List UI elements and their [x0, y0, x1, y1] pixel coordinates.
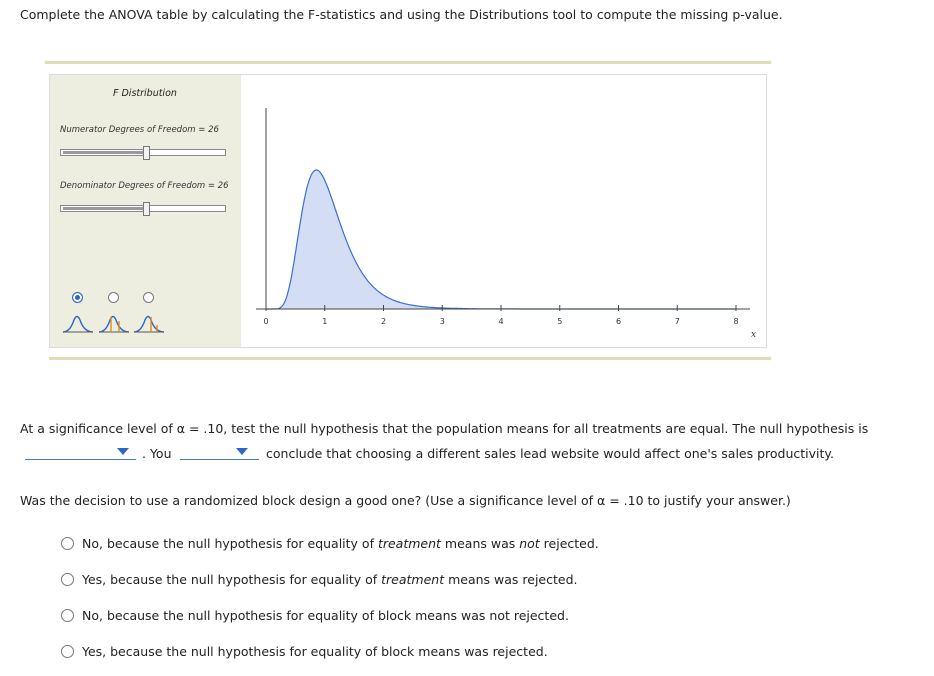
chevron-down-icon [236, 448, 248, 455]
option-text-segment: means was [440, 536, 520, 551]
x-tick-label: 2 [380, 317, 387, 326]
top-divider [45, 61, 771, 64]
null-hypothesis-dropdown[interactable] [25, 445, 136, 460]
answer-radio[interactable] [61, 645, 74, 658]
emphasis-text: treatment [381, 572, 445, 587]
answer-radio[interactable] [61, 573, 74, 586]
x-tick-label: 5 [557, 317, 563, 326]
question1-line2: conclude that choosing a different sales lead website would affect one's sales productivity. [266, 446, 835, 461]
option-text-segment: Yes, because the null hypothesis for equality of [82, 572, 382, 587]
right-tail-radio[interactable] [143, 292, 154, 303]
denominator-df-slider-thumb[interactable] [143, 202, 150, 216]
denominator-df-slider-fill [63, 207, 147, 210]
option-text-segment: No, because the null hypothesis for equality of [82, 536, 378, 551]
answer-text [82, 536, 599, 551]
two-tail-radio[interactable] [108, 292, 119, 303]
x-tick-label: 1 [322, 317, 328, 326]
option-text-segment: means was rejected. [444, 572, 578, 587]
x-tick-label: 0 [263, 317, 269, 326]
tool-title: F Distribution [113, 88, 177, 99]
numerator-df-slider-thumb[interactable] [143, 146, 150, 160]
you-text: . You [142, 446, 172, 461]
instruction-text: Complete the ANOVA table by calculating the F-statistics and using the Distributions tool to compute the missing p-value. [20, 7, 783, 22]
x-tick-label: 7 [674, 317, 680, 326]
x-tick-label: 6 [615, 317, 622, 326]
numerator-df-slider-fill [63, 151, 147, 154]
bottom-divider [49, 357, 771, 360]
question2-prompt: Was the decision to use a randomized block design a good one? (Use a significance level of α = .10 to justify your answer.) [20, 493, 791, 508]
answer-text [82, 644, 548, 659]
denominator-df-label: Denominator Degrees of Freedom = 26 [60, 181, 229, 191]
answer-text [82, 608, 569, 623]
option-text-segment: No, because the null hypothesis for equality of block means was not rejected. [82, 608, 569, 623]
conclusion-dropdown[interactable] [180, 445, 259, 460]
answer-radio[interactable] [61, 609, 74, 622]
x-axis-label: x [751, 330, 757, 340]
left-tail-radio[interactable] [72, 292, 83, 303]
control-panel [50, 75, 241, 347]
x-tick-label: 4 [498, 317, 504, 326]
density-area [266, 170, 737, 309]
x-tick-label: 3 [439, 317, 445, 326]
two-tail-icon[interactable] [98, 311, 130, 335]
answer-radio[interactable] [61, 537, 74, 550]
f-distribution-plot [241, 75, 765, 347]
emphasis-text: treatment [377, 536, 441, 551]
question1-line1: At a significance level of α = .10, test the null hypothesis that the population means for all treatments are equal. The null hypothesis is [20, 421, 869, 436]
distribution-tool [49, 74, 767, 348]
x-tick-label: 8 [733, 317, 739, 326]
right-tail-icon[interactable] [133, 311, 165, 335]
answer-text [82, 572, 578, 587]
left-tail-icon[interactable] [62, 311, 94, 335]
chevron-down-icon [117, 448, 129, 455]
option-text-segment: Yes, because the null hypothesis for equality of block means was rejected. [82, 644, 548, 659]
numerator-df-label: Numerator Degrees of Freedom = 26 [60, 125, 219, 135]
emphasis-text: not [519, 536, 540, 551]
option-text-segment: rejected. [539, 536, 599, 551]
